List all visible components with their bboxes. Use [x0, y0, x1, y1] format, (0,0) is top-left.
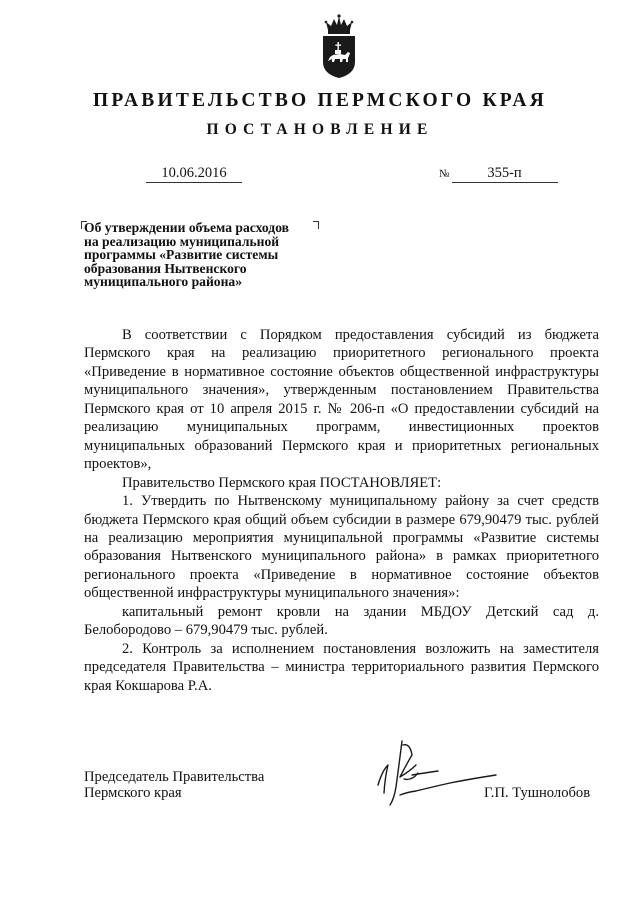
- signatory-name: Г.П. Тушнолобов: [484, 785, 591, 801]
- subject-block: [84, 221, 324, 289]
- document-number-field: [439, 164, 558, 183]
- document-number: 355-п: [452, 164, 558, 183]
- document-date: 10.06.2016: [146, 164, 242, 183]
- clause-1-paragraph: 1. Утвердить по Нытвенскому муниципальному району за счет средств бюджета Пермского края общий объем субсидии в размере 679,90479 тыс. рублей на реализацию мероприятия муниципальной программы «Развитие системы образования Нытвенского муниципального района» в рамках приоритетного регионального проекта «Приведение в нормативное состояние объектов общественной инфраструктуры муниципального значения»:: [84, 493, 599, 602]
- resolves-paragraph: Правительство Пермского края ПОСТАНОВЛЯЕТ:: [122, 474, 442, 491]
- perm-krai-coat-of-arms-icon: [318, 14, 360, 80]
- clause-2-paragraph: 2. Контроль за исполнением постановления возложить на заместителя председателя Правительства – министра территориального развития Пермского края Кокшарова Р.А.: [84, 640, 599, 694]
- government-title: ПРАВИТЕЛЬСТВО ПЕРМСКОГО КРАЯ: [93, 90, 547, 111]
- preamble-paragraph: В соответствии с Порядком предоставления субсидий из бюджета Пермского края на реализацию приоритетного регионального проекта «Приведение в нормативное состояние объектов общественной инфраструктуры муниципального значения», утвержденным постановлением Правительства Пермского края от 10 апреля 2015 г. № 206-п «О предоставлении субсидий на реализацию муниципальных программ, инвестиционных проектов муниципальных образований Пермского края и приоритетных региональных проектов»,: [84, 327, 599, 473]
- signatory-position-line-2: Пермского края: [84, 784, 182, 801]
- handwritten-signature-icon: [372, 735, 502, 807]
- signatory-position-line-1: Председатель Правительства: [84, 769, 265, 785]
- document-type: ПОСТАНОВЛЕНИЕ: [206, 121, 434, 138]
- document-body: [84, 326, 599, 695]
- document-subject: Об утверждении объема расходов на реализацию муниципальной программы «Развитие системы образования Нытвенского муниципального района»: [84, 220, 289, 289]
- clause-1-item-paragraph: капитальный ремонт кровли на здании МБДОУ Детский сад д. Белобородово – 679,90479 тыс. рублей.: [84, 603, 599, 639]
- signatory-position: [84, 770, 264, 801]
- number-sign: №: [439, 168, 450, 180]
- subject-corner-left: [81, 221, 87, 229]
- subject-corner-right: [313, 221, 319, 229]
